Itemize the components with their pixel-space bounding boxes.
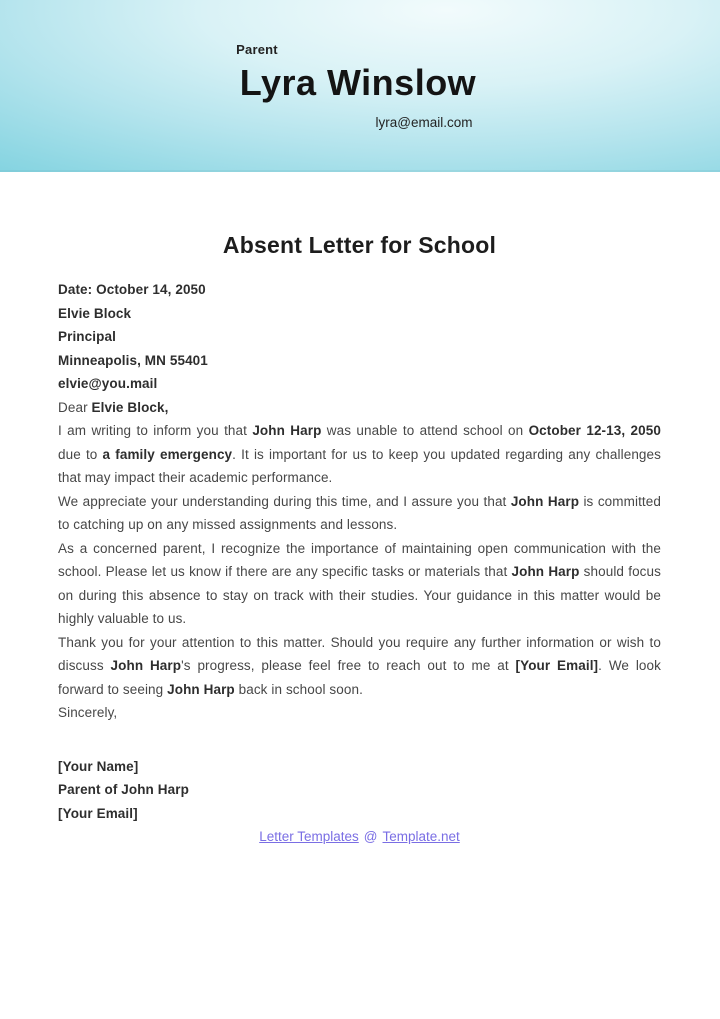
letter-templates-link[interactable]: Letter Templates xyxy=(259,829,359,844)
letter-line xyxy=(58,302,661,326)
letter-paragraph xyxy=(58,631,661,702)
letter-paragraph xyxy=(58,537,661,631)
text-segment: Date: October 14, 2050 xyxy=(58,282,206,297)
sender-email: lyra@email.com xyxy=(375,115,473,130)
text-segment: Principal xyxy=(58,329,116,344)
text-segment: We appreciate your understanding during this time, and I assure you that xyxy=(58,493,511,509)
text-segment: John Harp xyxy=(511,564,580,579)
text-segment: 's progress, please feel free to reach out to me at xyxy=(181,658,516,673)
footer-separator: @ xyxy=(363,829,378,844)
sender-name: Lyra Winslow xyxy=(239,62,477,103)
letter-line xyxy=(58,325,661,349)
text-segment: Elvie Block, xyxy=(91,399,169,415)
text-segment: . It is important for us to keep you updated regarding any challenges that may impact their academic performance. xyxy=(58,446,661,485)
text-segment: John Harp xyxy=(110,658,182,673)
text-segment: Parent of John Harp xyxy=(58,782,189,797)
text-segment: John Harp xyxy=(252,423,322,438)
text-segment: should focus on during this absence to stay on track with their studies. Your guidance in this matter would be highly valuable to us. xyxy=(58,564,661,626)
letter-paragraph xyxy=(58,419,661,490)
text-segment: I am writing to inform you that xyxy=(58,423,253,438)
letter-document xyxy=(0,229,720,849)
letter-line xyxy=(58,396,661,420)
letter-line xyxy=(58,701,661,725)
letter-line xyxy=(58,778,661,802)
text-segment: [Your Name] xyxy=(58,758,139,774)
letterhead xyxy=(0,0,720,172)
text-segment: [Your Email] xyxy=(58,805,138,821)
text-segment: elvie@you.mail xyxy=(58,376,158,391)
text-segment: Thank you for your attention to this matter. Should you require any further information or wish to discuss xyxy=(58,634,661,673)
letter-body xyxy=(58,278,661,825)
text-segment: [Your Email] xyxy=(515,658,599,673)
text-segment: Elvie Block xyxy=(58,305,132,321)
letter-line xyxy=(58,755,661,779)
text-segment: Sincerely, xyxy=(58,705,118,720)
text-segment: Minneapolis, MN 55401 xyxy=(58,352,208,368)
letter-line xyxy=(58,349,661,373)
letter-line xyxy=(58,278,661,302)
text-segment: was unable to attend school on xyxy=(321,423,529,438)
text-segment: John Harp xyxy=(167,681,235,697)
text-segment: John Harp xyxy=(510,493,580,509)
attribution-footer xyxy=(58,825,661,849)
text-segment: . We look forward to seeing xyxy=(58,658,661,697)
letter-paragraph xyxy=(58,490,661,537)
letter-line xyxy=(58,802,661,826)
template-net-link[interactable]: Template.net xyxy=(382,829,460,844)
text-segment: is committed to catching up on any missed assignments and lessons. xyxy=(58,493,661,532)
text-segment: back in school soon. xyxy=(234,681,363,697)
text-segment: a family emergency xyxy=(102,446,233,462)
text-segment: Dear xyxy=(58,399,92,415)
text-segment: As a concerned parent, I recognize the importance of maintaining open communication with the school. Please let us know if there are any specific tasks or materials that xyxy=(58,540,661,579)
letter-title: Absent Letter for School xyxy=(222,232,497,258)
signature-gap xyxy=(58,725,661,755)
text-segment: October 12-13, 2050 xyxy=(528,423,661,438)
text-segment: due to xyxy=(58,446,103,462)
letter-line xyxy=(58,372,661,396)
sender-role-label: Parent xyxy=(236,42,278,57)
